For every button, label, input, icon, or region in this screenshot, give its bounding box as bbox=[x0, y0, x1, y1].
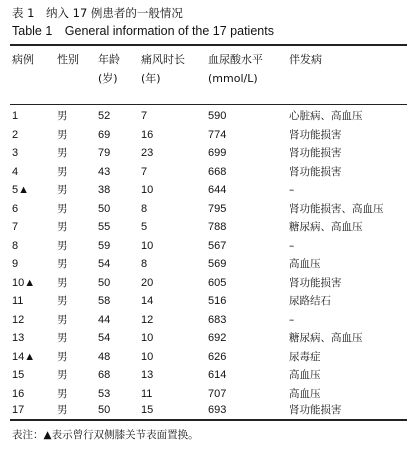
cell-comorbidity: 高血压 bbox=[289, 369, 321, 381]
cell-duration: 10 bbox=[141, 239, 154, 252]
cell-sex: 男 bbox=[57, 128, 68, 141]
cell-comorbidity: 高血压 bbox=[289, 258, 321, 270]
cell-duration: 5 bbox=[141, 221, 148, 233]
cell-comorbidity: 高血压 bbox=[289, 387, 321, 400]
cell-sex: 男 bbox=[57, 313, 68, 326]
cell-uric-acid: 590 bbox=[208, 110, 227, 122]
cell-duration: 10 bbox=[141, 184, 154, 196]
header-comorbidity bbox=[289, 50, 322, 69]
cell-case: 1 bbox=[12, 110, 19, 122]
table-row bbox=[0, 329, 417, 348]
cell-duration: 8 bbox=[141, 258, 148, 270]
cell-age: 53 bbox=[98, 387, 111, 400]
cell-comorbidity: 糖尿病、高血压 bbox=[289, 221, 363, 233]
cell-case: 11 bbox=[12, 295, 24, 307]
cell-age: 58 bbox=[98, 295, 111, 307]
cell-sex: 男 bbox=[57, 258, 68, 270]
table-row bbox=[0, 237, 417, 256]
cell-age: 48 bbox=[98, 350, 111, 363]
cell-comorbidity: – bbox=[289, 313, 295, 326]
cell-comorbidity: 糖尿病、高血压 bbox=[289, 332, 363, 344]
cell-sex: 男 bbox=[57, 110, 68, 122]
table-row bbox=[0, 107, 417, 126]
header-case bbox=[12, 50, 34, 69]
header-comorbidity-line1: 伴发病 bbox=[289, 53, 322, 66]
header-duration-line1: 痛风时长 bbox=[141, 53, 185, 66]
cell-age: 52 bbox=[98, 110, 111, 122]
cell-age: 38 bbox=[98, 184, 111, 196]
cell-sex: 男 bbox=[57, 221, 68, 233]
header-uric-acid bbox=[208, 50, 263, 88]
table-header-rule bbox=[10, 104, 407, 105]
cell-age: 59 bbox=[98, 239, 111, 252]
cell-uric-acid: 707 bbox=[208, 387, 227, 400]
cell-duration: 10 bbox=[141, 350, 154, 363]
cell-duration: 13 bbox=[141, 369, 154, 381]
cell-comorbidity: 肾功能损害、高血压 bbox=[289, 202, 384, 215]
cell-comorbidity: 尿路结石 bbox=[289, 295, 331, 307]
table-row bbox=[0, 255, 417, 274]
cell-case: 5▲ bbox=[12, 184, 30, 196]
cell-duration: 12 bbox=[141, 313, 154, 326]
cell-case: 9 bbox=[12, 258, 19, 270]
cell-age: 43 bbox=[98, 165, 111, 178]
table-bottom-rule bbox=[10, 419, 407, 421]
cell-uric-acid: 626 bbox=[208, 350, 227, 363]
cell-uric-acid: 683 bbox=[208, 313, 227, 326]
cell-case: 2 bbox=[12, 128, 19, 141]
table-row bbox=[0, 274, 417, 293]
cell-uric-acid: 795 bbox=[208, 202, 227, 215]
cell-comorbidity: – bbox=[289, 239, 295, 252]
cell-sex: 男 bbox=[57, 202, 68, 215]
table-footnote: 表注：▲表示曾行双侧膝关节表面置换。 bbox=[12, 429, 199, 441]
table-row bbox=[0, 181, 417, 200]
header-age bbox=[98, 50, 120, 88]
table-row bbox=[0, 348, 417, 367]
cell-uric-acid: 614 bbox=[208, 369, 227, 381]
cell-sex: 男 bbox=[57, 239, 68, 252]
cell-duration: 16 bbox=[141, 128, 154, 141]
cell-uric-acid: 692 bbox=[208, 332, 227, 344]
cell-age: 69 bbox=[98, 128, 111, 141]
cell-case: 15 bbox=[12, 369, 25, 381]
cell-sex: 男 bbox=[57, 184, 68, 196]
cell-uric-acid: 569 bbox=[208, 258, 227, 270]
header-uric-acid-line1: 血尿酸水平 bbox=[208, 53, 263, 66]
table-row bbox=[0, 311, 417, 330]
cell-age: 79 bbox=[98, 147, 111, 159]
cell-duration: 23 bbox=[141, 147, 154, 159]
cell-age: 50 bbox=[98, 202, 111, 215]
table-row bbox=[0, 401, 417, 420]
cell-uric-acid: 699 bbox=[208, 147, 227, 159]
cell-duration: 20 bbox=[141, 276, 154, 289]
cell-age: 50 bbox=[98, 276, 111, 289]
cell-case: 14▲ bbox=[12, 350, 36, 363]
cell-case: 6 bbox=[12, 202, 19, 215]
table-row bbox=[0, 200, 417, 219]
cell-comorbidity: 心脏病、高血压 bbox=[289, 110, 363, 122]
table-row bbox=[0, 126, 417, 145]
header-age-line2: (岁) bbox=[98, 72, 118, 85]
cell-sex: 男 bbox=[57, 295, 68, 307]
cell-uric-acid: 567 bbox=[208, 239, 227, 252]
header-duration-line2: (年) bbox=[141, 72, 161, 85]
cell-duration: 8 bbox=[141, 202, 148, 215]
cell-case: 12 bbox=[12, 313, 25, 326]
cell-sex: 男 bbox=[57, 404, 68, 416]
cell-duration: 15 bbox=[141, 404, 154, 416]
table-row bbox=[0, 144, 417, 163]
cell-case: 4 bbox=[12, 165, 19, 178]
cell-case: 16 bbox=[12, 387, 25, 400]
cell-comorbidity: 肾功能损害 bbox=[289, 128, 342, 141]
cell-sex: 男 bbox=[57, 387, 68, 400]
cell-duration: 7 bbox=[141, 165, 148, 178]
header-duration bbox=[141, 50, 185, 88]
cell-duration: 14 bbox=[141, 295, 154, 307]
cell-comorbidity: – bbox=[289, 184, 295, 196]
cell-uric-acid: 788 bbox=[208, 221, 227, 233]
cell-uric-acid: 644 bbox=[208, 184, 227, 196]
table-title-english: Table 1 General information of the 17 patients bbox=[12, 24, 274, 38]
cell-sex: 男 bbox=[57, 276, 68, 289]
cell-uric-acid: 516 bbox=[208, 295, 227, 307]
cell-sex: 男 bbox=[57, 369, 68, 381]
cell-comorbidity: 肾功能损害 bbox=[289, 165, 342, 178]
table-row bbox=[0, 163, 417, 182]
table-title-chinese: 表 1 纳入 17 例患者的一般情况 bbox=[12, 6, 183, 20]
table-row bbox=[0, 366, 417, 385]
header-sex bbox=[57, 50, 79, 69]
cell-case: 8 bbox=[12, 239, 19, 252]
cell-uric-acid: 774 bbox=[208, 128, 227, 141]
cell-case: 13 bbox=[12, 332, 25, 344]
cell-case: 7 bbox=[12, 221, 19, 233]
cell-sex: 男 bbox=[57, 350, 68, 363]
cell-age: 54 bbox=[98, 258, 111, 270]
cell-duration: 7 bbox=[141, 110, 148, 122]
cell-uric-acid: 605 bbox=[208, 276, 227, 289]
cell-comorbidity: 肾功能损害 bbox=[289, 404, 342, 416]
cell-sex: 男 bbox=[57, 165, 68, 178]
table-header bbox=[0, 50, 417, 100]
header-case-line1: 病例 bbox=[12, 53, 34, 66]
cell-age: 54 bbox=[98, 332, 111, 344]
cell-age: 50 bbox=[98, 404, 111, 416]
cell-case: 3 bbox=[12, 147, 19, 159]
cell-case: 17 bbox=[12, 404, 25, 416]
table-row bbox=[0, 218, 417, 237]
cell-comorbidity: 肾功能损害 bbox=[289, 276, 342, 289]
header-age-line1: 年龄 bbox=[98, 53, 120, 66]
cell-comorbidity: 尿毒症 bbox=[289, 350, 321, 363]
cell-duration: 11 bbox=[141, 387, 153, 400]
cell-sex: 男 bbox=[57, 332, 68, 344]
cell-age: 44 bbox=[98, 313, 111, 326]
cell-uric-acid: 693 bbox=[208, 404, 227, 416]
cell-comorbidity: 肾功能损害 bbox=[289, 147, 342, 159]
cell-case: 10▲ bbox=[12, 276, 36, 289]
header-uric-acid-line2: (mmol/L) bbox=[208, 72, 258, 85]
cell-age: 68 bbox=[98, 369, 111, 381]
cell-sex: 男 bbox=[57, 147, 68, 159]
cell-uric-acid: 668 bbox=[208, 165, 227, 178]
header-sex-line1: 性别 bbox=[57, 53, 79, 66]
cell-duration: 10 bbox=[141, 332, 154, 344]
table-row bbox=[0, 292, 417, 311]
cell-age: 55 bbox=[98, 221, 111, 233]
table-top-rule bbox=[10, 44, 407, 46]
